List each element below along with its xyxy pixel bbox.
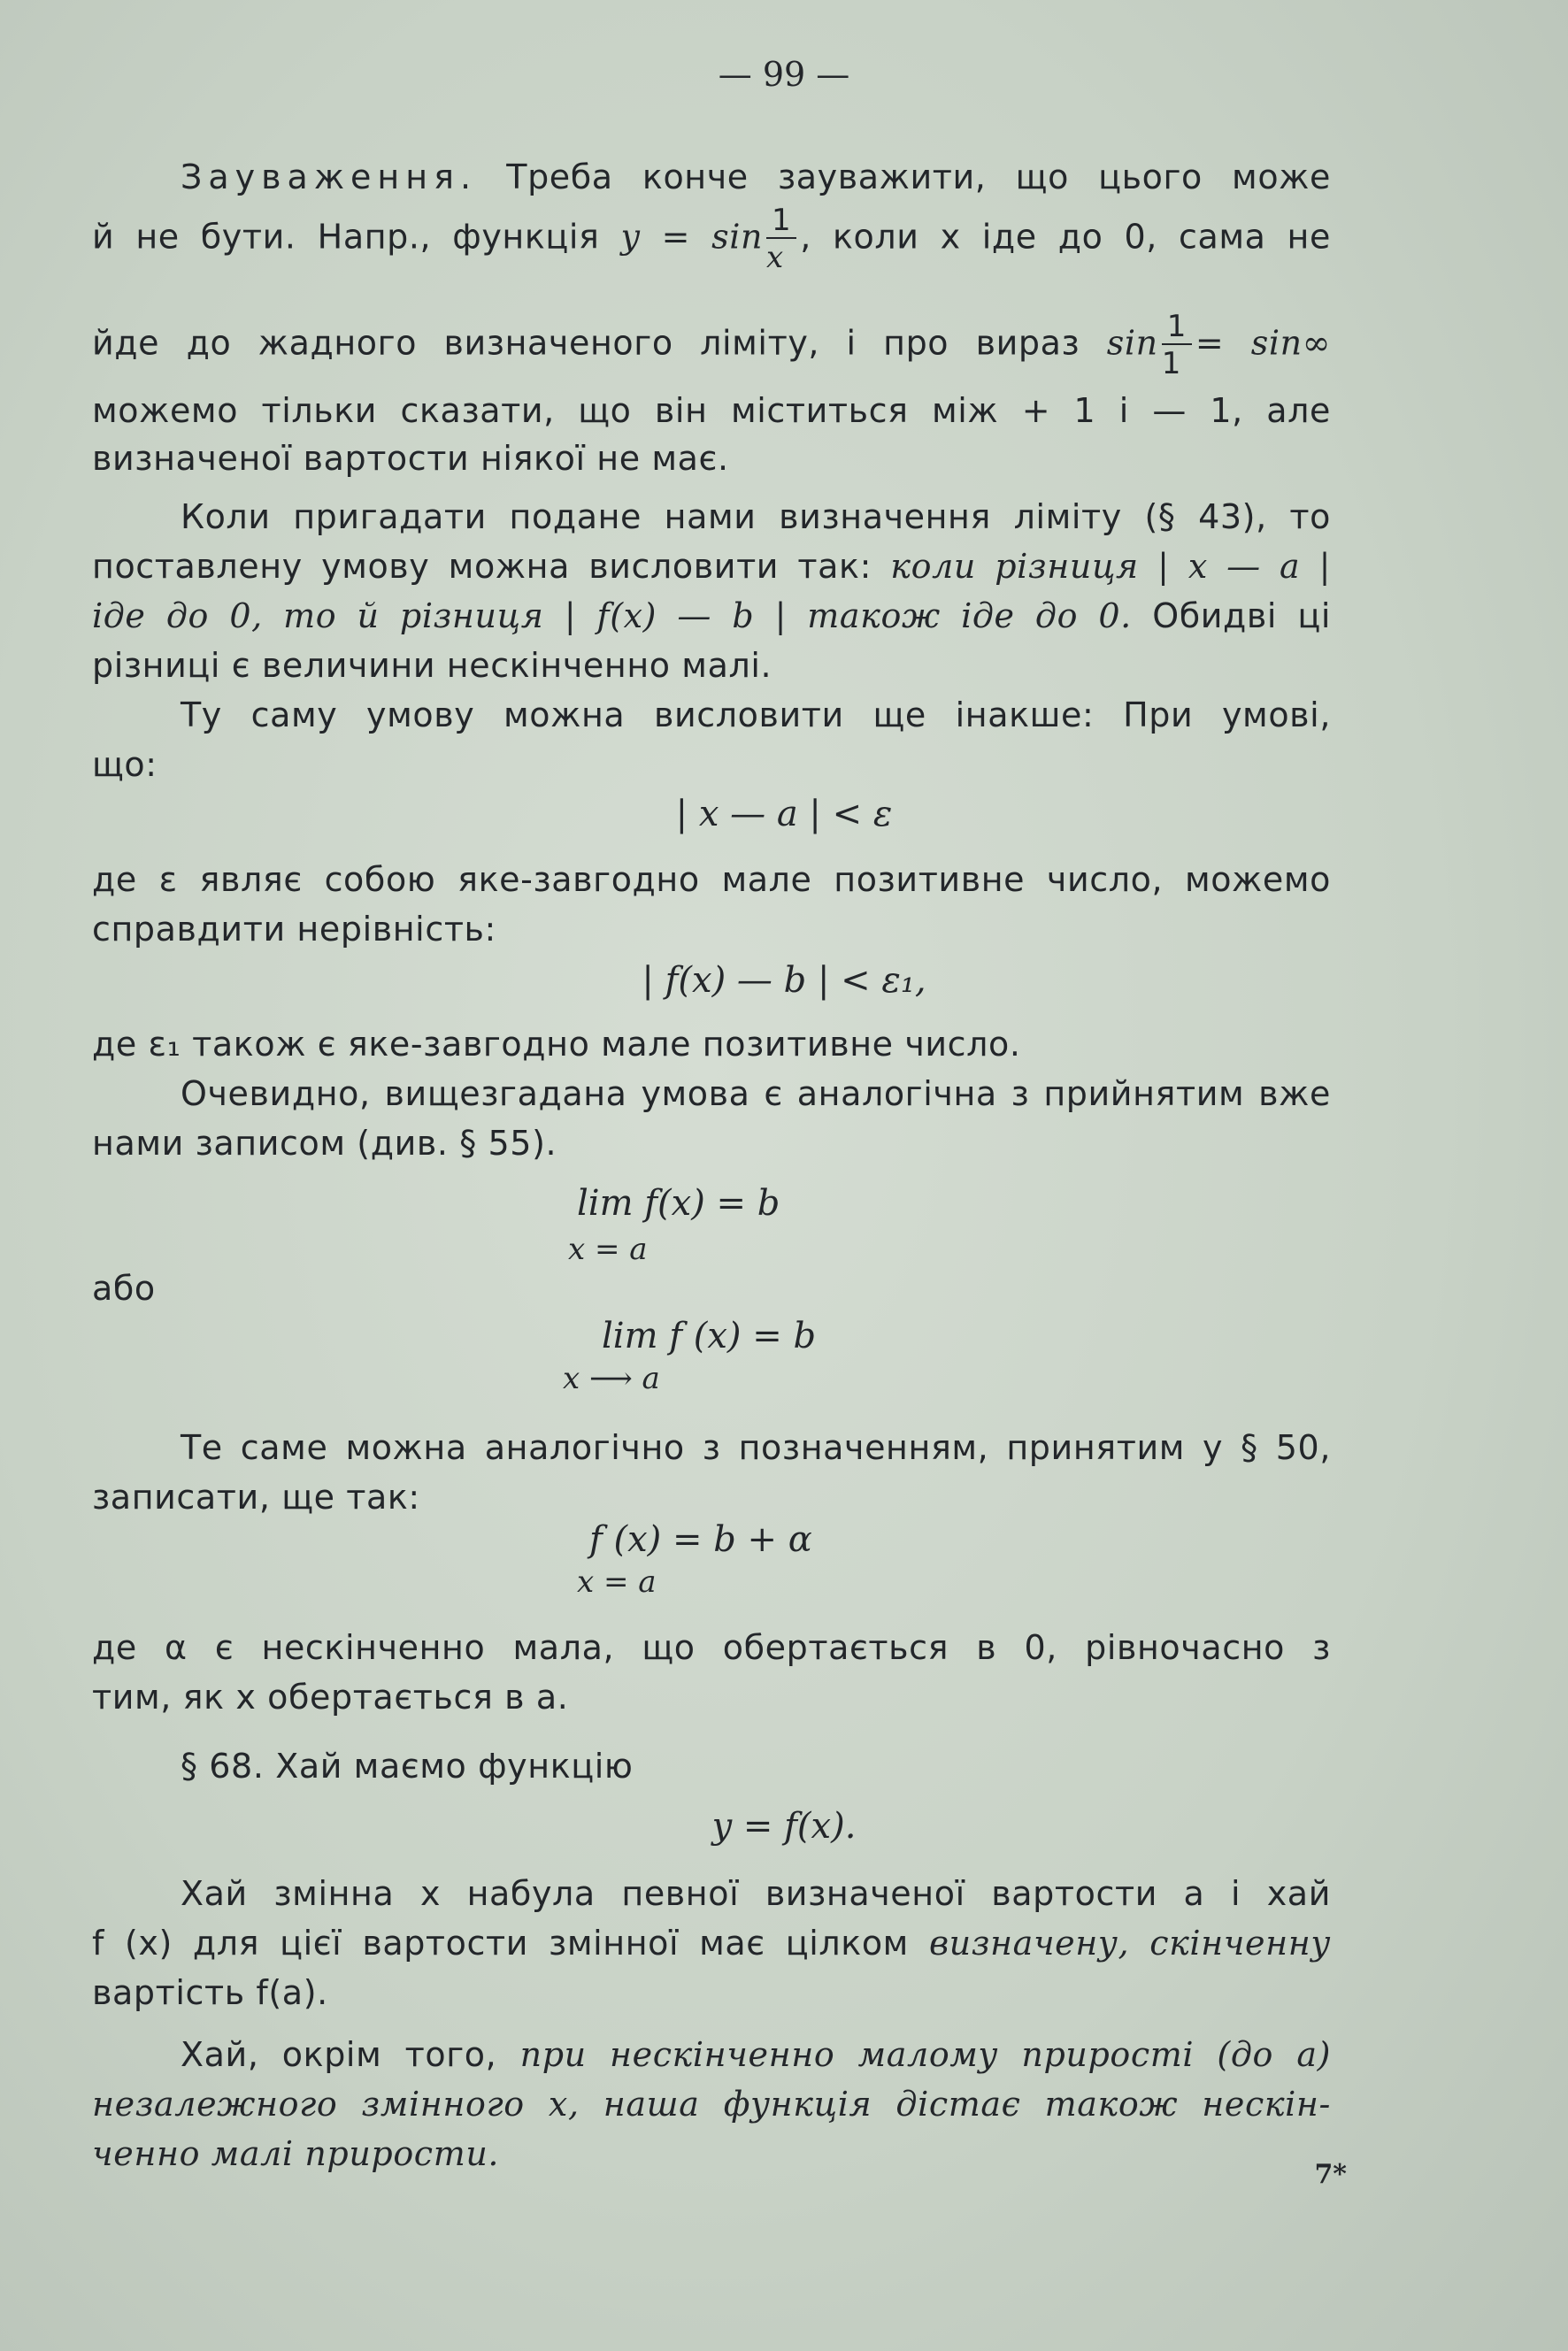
para6-line-2: нами записом (див. § 55). xyxy=(92,1124,557,1163)
remark-line-4: можемо тільки сказати, що він міститься між + 1 і — 1, але xyxy=(92,391,1331,430)
formula-y-fx: y = f(x). xyxy=(711,1806,857,1847)
abo-text: або xyxy=(92,1269,156,1308)
page-number: — 99 — xyxy=(718,55,850,94)
para9-line-1: Хай змінна x набула певної визначеної вартости a і хай xyxy=(181,1874,1331,1913)
para9-line-3: вартість f(a). xyxy=(92,1973,328,2012)
para4-line-2: справдити нерівність: xyxy=(92,910,496,949)
para7-line-2: записати, ще так: xyxy=(92,1478,420,1517)
fraction-1-over-1: $\frac{1}{1}$ xyxy=(1162,311,1192,379)
formula-f-x-b-alpha: f (x) = b + α xyxy=(589,1519,812,1560)
remark-line-3: йде до жадного визначеного ліміту, і про вираз sin $\frac{1}{1}$ = sin∞ xyxy=(92,309,1331,381)
remark-label: Зауваження. xyxy=(181,158,478,196)
limit-2: lim f (x) = b xyxy=(602,1316,817,1356)
para8-line-2: тим, як x обертається в a. xyxy=(92,1678,569,1717)
signature-mark: 7* xyxy=(1314,2159,1347,2190)
para5: де ε₁ також є яке-завгодно мале позитивне число. xyxy=(92,1025,1021,1064)
limit-1: lim f(x) = b xyxy=(577,1183,780,1224)
para7-line-1: Те саме можна аналогічно з позначенням, принятим у § 50, xyxy=(181,1428,1331,1467)
para3-line-2: що: xyxy=(92,745,158,784)
para10-line-1: Хай, окрім того, при нескінченно малому прирості (до a) xyxy=(181,2035,1331,2074)
para6-line-1: Очевидно, вищезгадана умова є аналогічна з прийнятим вже xyxy=(181,1074,1331,1113)
limit-1-subscript: x = a xyxy=(568,1232,648,1267)
formula-3-subscript: x = a xyxy=(577,1564,657,1600)
para10-line-3: ченно малі прирости. xyxy=(92,2134,500,2173)
formula-abs-x-a: | x — a | < ε xyxy=(675,794,893,834)
remark-line-2: й не бути. Напр., функція y = sin $\frac{1}{x}$ , коли x іде до 0, сама не xyxy=(92,203,1331,275)
remark-line-5: визначеної вартости ніякої не має. xyxy=(92,439,729,478)
para4-line-1: де ε являє собою яке-завгодно мале позитивне число, можемо xyxy=(92,860,1331,899)
para9-line-2: f (x) для цієї вартости змінної має цілком визначену, скінченну xyxy=(92,1924,1331,1963)
remark-line-1: Зауваження. Треба конче зауважити, що цього може xyxy=(181,158,1331,196)
para8-line-1: де α є нескінченно мала, що обертається в 0, рівночасно з xyxy=(92,1628,1331,1667)
formula-abs-fx-b: | f(x) — b | < ε₁, xyxy=(642,960,926,1001)
para2-line-2: поставлену умову можна висловити так: коли різниця | x — a | xyxy=(92,547,1331,586)
para3-line-1: Ту саму умову можна висловити ще інакше: При умові, xyxy=(181,695,1331,734)
para2-line-1: Коли пригадати подане нами визначення ліміту (§ 43), то xyxy=(181,497,1331,536)
section-68-heading: § 68. Хай маємо функцію xyxy=(181,1747,634,1786)
para2-line-4: різниці є величини нескінченно малі. xyxy=(92,646,772,685)
para10-line-2: незалежного змінного x, наша функція дістає також нескін- xyxy=(92,2085,1331,2124)
para2-line-3: іде до 0, то й різниця | f(x) — b | також іде до 0. Обидві ці xyxy=(92,596,1331,635)
limit-2-subscript: x ⟶ a xyxy=(563,1361,660,1396)
fraction-1-over-x: $\frac{1}{x}$ xyxy=(766,205,796,273)
